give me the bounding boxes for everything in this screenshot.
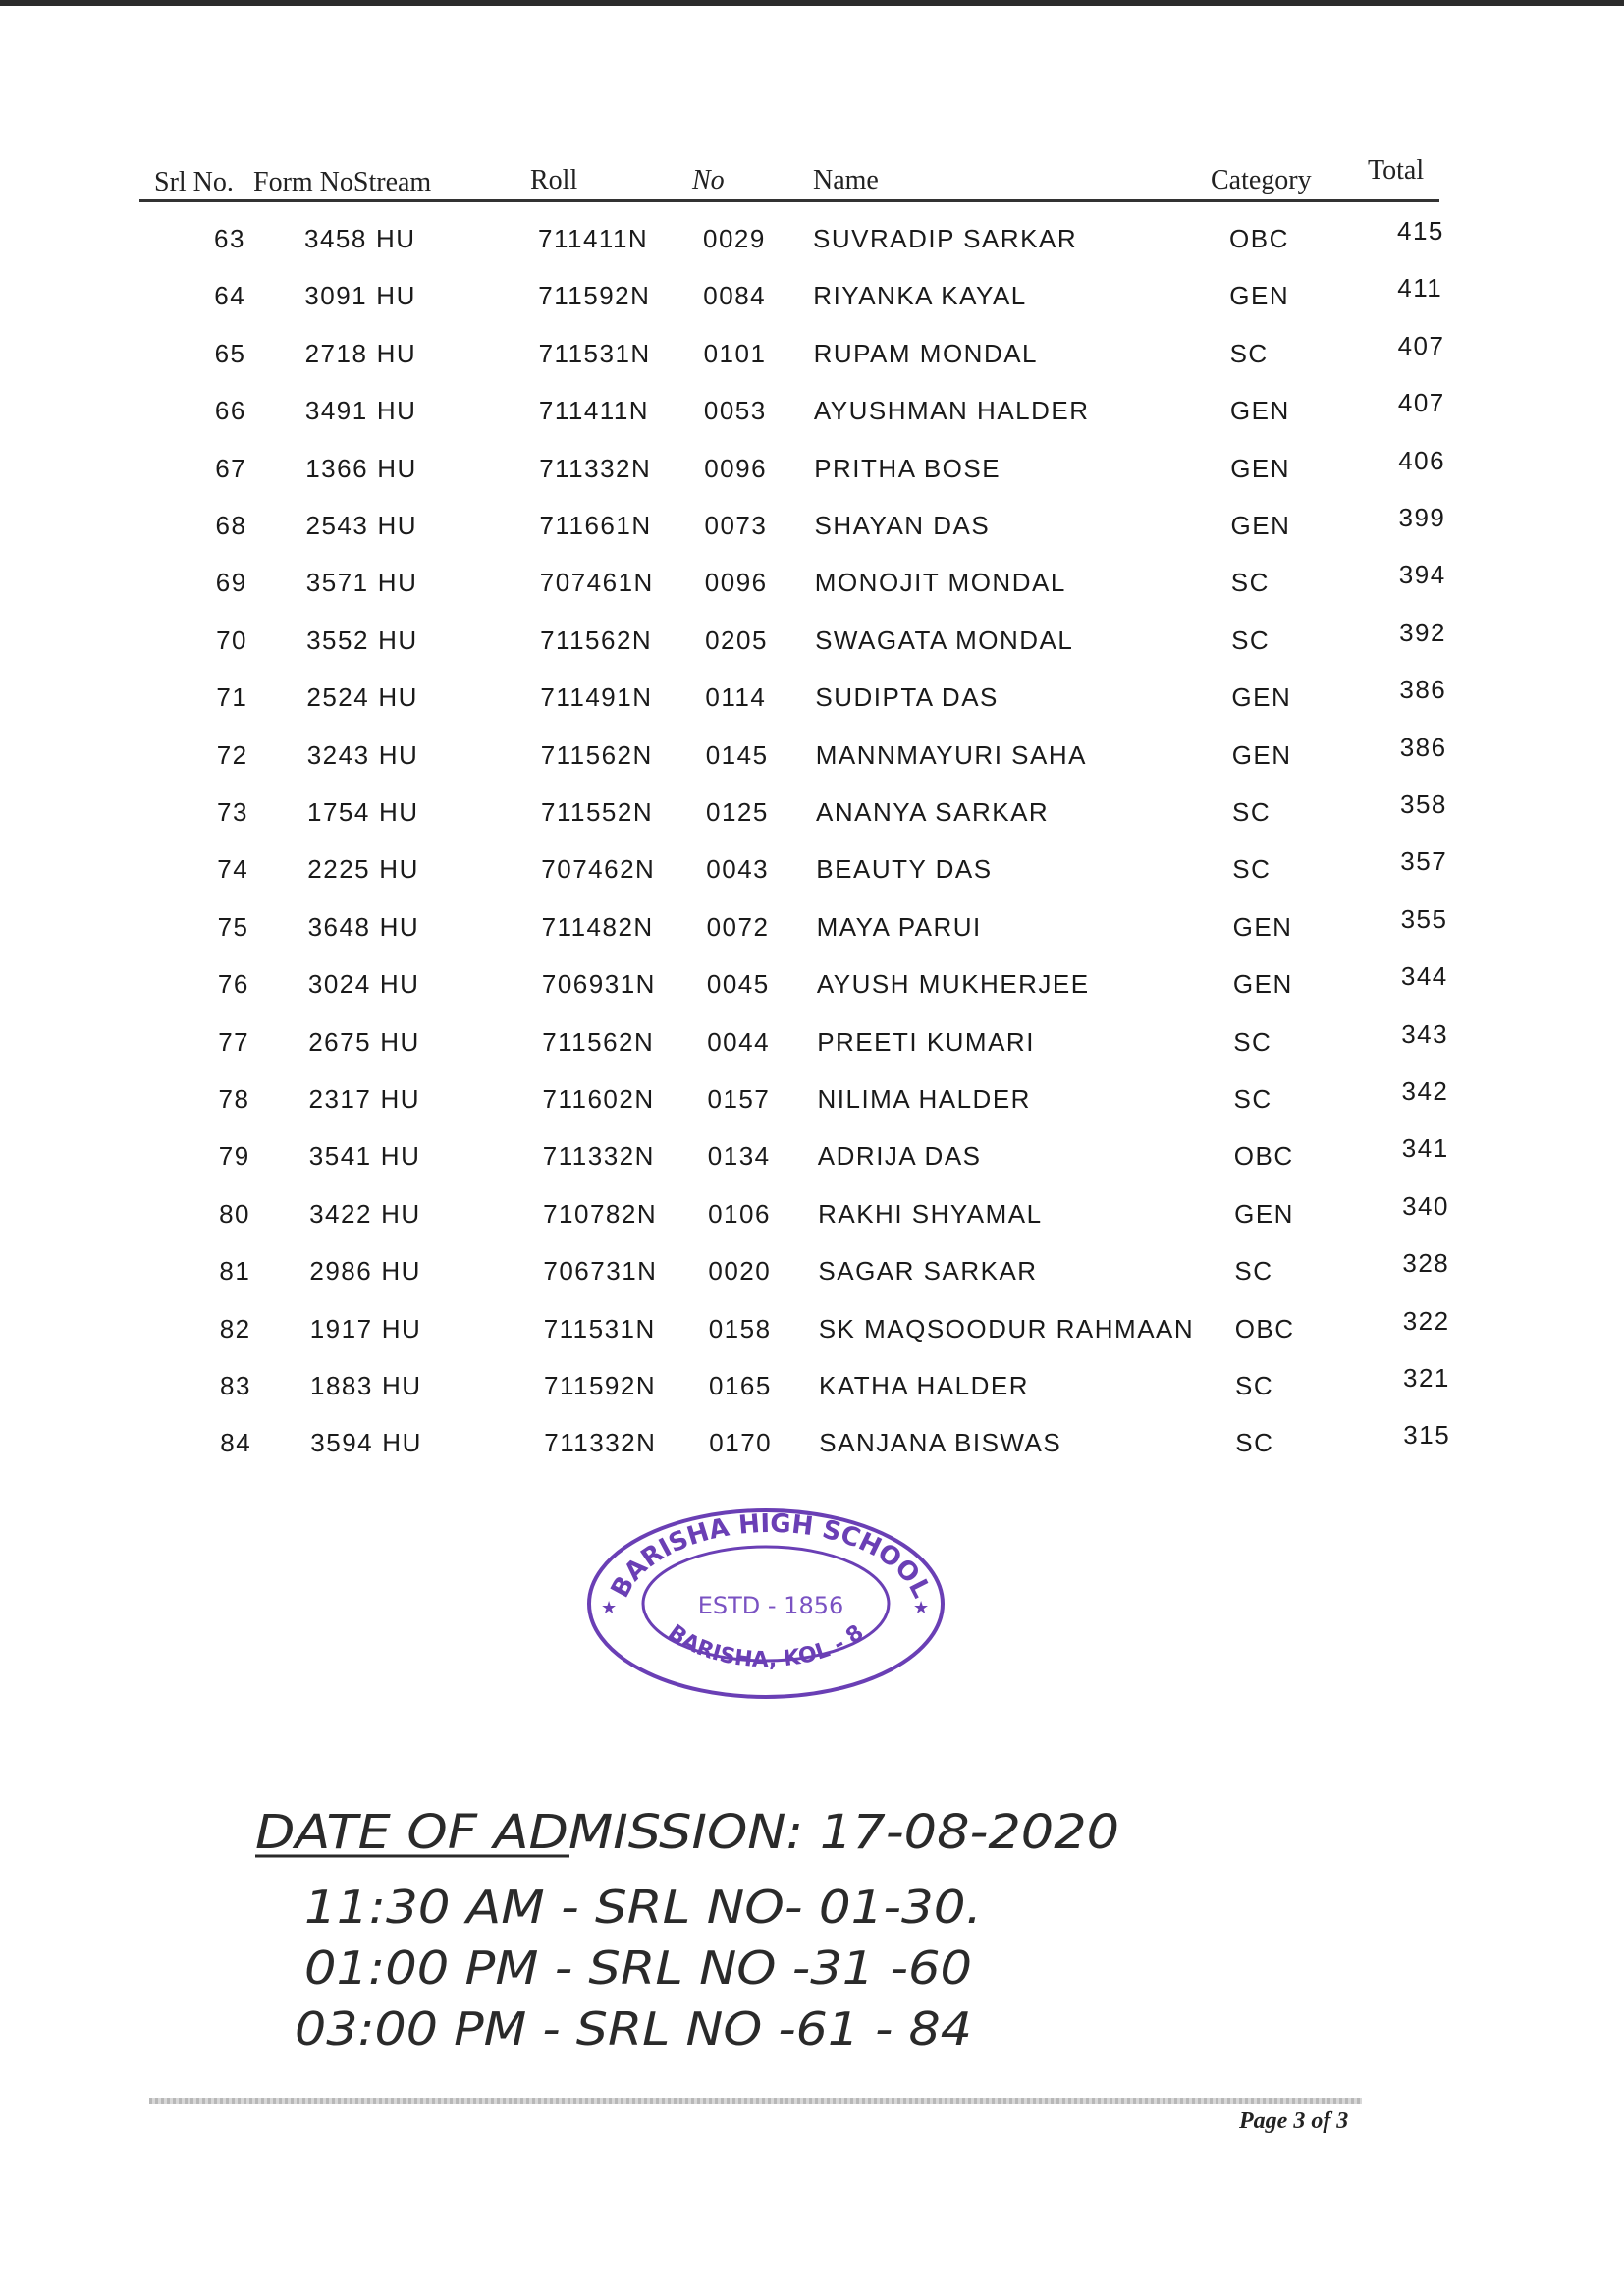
cell-no: 0045: [706, 969, 770, 1000]
cell-total: 386: [1399, 732, 1447, 762]
cell-no: 0053: [703, 396, 767, 426]
table-row: [0, 961, 1624, 1018]
cell-srl: 63: [214, 224, 245, 253]
cell-stream: HU: [378, 739, 419, 770]
cell-category: OBC: [1234, 1313, 1295, 1343]
cell-srl: 68: [215, 511, 247, 540]
cell-stream: HU: [376, 281, 416, 311]
cell-form-no: 1366: [305, 453, 369, 483]
cell-stream: HU: [377, 568, 418, 598]
cell-name: SAGAR SARKAR: [818, 1256, 1038, 1286]
header-form-no-stream: Form NoStream: [253, 167, 432, 197]
cell-no: 0134: [707, 1141, 771, 1172]
cell-category: SC: [1231, 625, 1271, 655]
page-number: Page 3 of 3: [1239, 2108, 1349, 2134]
cell-category: GEN: [1232, 969, 1293, 1000]
header-roll: Roll: [530, 165, 578, 195]
cell-roll: 711592N: [538, 281, 651, 311]
cell-category: SC: [1233, 1084, 1272, 1114]
cell-category: SC: [1232, 854, 1272, 885]
cell-form-no: 1754: [307, 797, 370, 827]
cell-form-no: 2675: [308, 1026, 372, 1057]
cell-roll: 711562N: [542, 1026, 655, 1057]
cell-srl: 67: [215, 453, 247, 483]
cell-total: 343: [1401, 1018, 1449, 1049]
cell-total: 358: [1400, 790, 1447, 819]
table-row: [0, 1191, 1624, 1248]
cell-name: SWAGATA MONDAL: [815, 625, 1074, 655]
cell-category: SC: [1229, 338, 1269, 368]
cell-total: 357: [1400, 847, 1448, 877]
cell-no: 0157: [707, 1084, 771, 1114]
cell-form-no: 2225: [307, 854, 371, 885]
cell-form-no: 3648: [307, 911, 371, 942]
cell-form-no: 2718: [304, 338, 368, 368]
cell-stream: HU: [377, 511, 418, 540]
cell-form-no: 3458: [304, 224, 367, 253]
cell-category: SC: [1230, 568, 1270, 598]
cell-roll: 707461N: [539, 568, 654, 598]
cell-no: 0096: [704, 453, 768, 483]
stamp-top-text: BARISHA HIGH SCHOOL: [605, 1508, 937, 1604]
cell-name: RIYANKA KAYAL: [813, 281, 1027, 311]
cell-total: 399: [1398, 503, 1446, 532]
header-srl-no: Srl No.: [154, 167, 234, 197]
table-row: [0, 1306, 1624, 1363]
header-rule: [139, 199, 1439, 202]
cell-roll: 706931N: [541, 969, 656, 1000]
cell-roll: 711482N: [541, 911, 654, 942]
cell-form-no: 2543: [305, 511, 369, 540]
table-row: [0, 331, 1624, 388]
cell-roll: 711602N: [542, 1084, 655, 1114]
cell-roll: 711562N: [540, 625, 653, 655]
table-row: [0, 1133, 1624, 1190]
cell-name: NILIMA HALDER: [817, 1084, 1031, 1114]
cell-total: 341: [1401, 1133, 1449, 1164]
table-row: [0, 1363, 1624, 1420]
cell-stream: HU: [376, 224, 416, 253]
cell-form-no: 3571: [305, 568, 369, 598]
cell-stream: HU: [378, 625, 418, 655]
table-row: [0, 733, 1624, 790]
cell-srl: 65: [214, 338, 246, 368]
cell-stream: HU: [380, 1084, 421, 1114]
cell-total: 342: [1401, 1076, 1449, 1106]
cell-name: ADRIJA DAS: [817, 1141, 982, 1172]
cell-name: PRITHA BOSE: [814, 453, 1001, 483]
cell-total: 415: [1397, 216, 1444, 246]
cell-srl: 83: [220, 1371, 251, 1400]
cell-form-no: 3422: [309, 1198, 372, 1229]
cell-category: SC: [1235, 1428, 1274, 1458]
cell-no: 0106: [708, 1198, 771, 1229]
cell-total: 340: [1402, 1190, 1449, 1221]
cell-category: GEN: [1234, 1198, 1294, 1229]
cell-no: 0044: [707, 1026, 771, 1057]
cell-no: 0029: [703, 224, 766, 253]
cell-category: GEN: [1230, 511, 1291, 540]
cell-roll: 711411N: [538, 224, 649, 253]
cell-name: KATHA HALDER: [819, 1371, 1030, 1400]
table-row: [0, 503, 1624, 560]
cell-no: 0158: [708, 1313, 772, 1343]
cell-stream: HU: [381, 1313, 422, 1343]
cell-roll: 707462N: [541, 854, 656, 885]
cell-no: 0020: [708, 1256, 772, 1286]
cell-name: SHAYAN DAS: [814, 511, 991, 540]
cell-srl: 71: [216, 683, 248, 713]
table-row: [0, 618, 1624, 675]
cell-name: RUPAM MONDAL: [813, 338, 1039, 368]
cell-srl: 75: [217, 911, 249, 942]
table-row: [0, 790, 1624, 847]
cell-name: BEAUTY DAS: [816, 854, 993, 885]
cell-total: 344: [1400, 961, 1448, 992]
cell-name: SK MAQSOODUR RAHMAAN: [818, 1313, 1195, 1343]
cell-no: 0084: [703, 281, 767, 311]
cell-srl: 79: [218, 1141, 250, 1172]
cell-no: 0096: [704, 568, 768, 598]
cell-total: 407: [1397, 330, 1445, 360]
cell-total: 322: [1402, 1305, 1450, 1336]
cell-stream: HU: [382, 1428, 422, 1458]
cell-srl: 74: [217, 854, 249, 885]
cell-srl: 81: [219, 1256, 251, 1286]
cell-roll: 711332N: [542, 1141, 655, 1172]
cell-name: AYUSHMAN HALDER: [813, 396, 1090, 426]
cell-form-no: 3491: [304, 396, 368, 426]
table-row: [0, 388, 1624, 445]
cell-name: SUDIPTA DAS: [815, 683, 999, 713]
cell-no: 0205: [705, 625, 768, 655]
cell-form-no: 3024: [307, 969, 371, 1000]
cell-stream: HU: [379, 854, 419, 885]
table-row: [0, 216, 1624, 273]
cell-srl: 69: [215, 568, 247, 598]
cell-total: 328: [1402, 1248, 1450, 1279]
cell-no: 0145: [705, 739, 769, 770]
cell-total: 411: [1397, 273, 1443, 303]
cell-srl: 72: [216, 739, 248, 770]
table-row: [0, 675, 1624, 732]
cell-name: MANNMAYURI SAHA: [815, 739, 1087, 770]
cell-category: GEN: [1232, 911, 1293, 942]
handwritten-slot-1: 11:30 AM - SRL NO- 01-30.: [304, 1881, 982, 1934]
cell-stream: HU: [380, 1026, 420, 1057]
footer-rule: [149, 2098, 1362, 2104]
cell-category: SC: [1232, 797, 1272, 827]
handwritten-slot-2: 01:00 PM - SRL NO -31 -60: [304, 1941, 973, 1995]
cell-srl: 78: [218, 1084, 250, 1114]
cell-name: MAYA PARUI: [816, 911, 982, 942]
cell-roll: 711531N: [538, 338, 651, 368]
cell-name: MONOJIT MONDAL: [814, 568, 1066, 598]
cell-srl: 82: [219, 1313, 251, 1343]
cell-stream: HU: [380, 1141, 421, 1172]
table-row: [0, 1076, 1624, 1133]
cell-category: OBC: [1229, 224, 1289, 253]
cell-stream: HU: [381, 1256, 421, 1286]
cell-roll: 711592N: [544, 1371, 657, 1400]
cell-form-no: 1917: [309, 1313, 373, 1343]
cell-total: 315: [1403, 1420, 1451, 1450]
cell-roll: 711661N: [539, 511, 652, 540]
handwritten-slot-3: 03:00 PM - SRL NO -61 - 84: [295, 2002, 972, 2055]
cell-roll: 711552N: [541, 797, 654, 827]
table-row: [0, 847, 1624, 903]
cell-no: 0043: [706, 854, 770, 885]
cell-srl: 73: [217, 797, 248, 827]
cell-form-no: 3541: [308, 1141, 372, 1172]
cell-category: GEN: [1229, 281, 1290, 311]
handwritten-date-line: DATE OF ADMISSION: 17-08-2020: [255, 1805, 1119, 1860]
cell-category: GEN: [1230, 453, 1291, 483]
cell-no: 0170: [709, 1428, 773, 1458]
cell-no: 0114: [705, 683, 767, 713]
cell-total: 407: [1397, 388, 1445, 418]
cell-no: 0125: [706, 797, 769, 827]
cell-form-no: 1883: [310, 1371, 373, 1400]
stamp-center-text: ESTD - 1856: [697, 1592, 844, 1619]
cell-total: 406: [1398, 445, 1446, 475]
header-name: Name: [813, 165, 879, 195]
cell-form-no: 3091: [304, 281, 368, 311]
cell-roll: 711332N: [539, 453, 652, 483]
cell-form-no: 2986: [309, 1256, 373, 1286]
cell-srl: 80: [219, 1198, 251, 1229]
cell-total: 321: [1403, 1363, 1450, 1393]
cell-category: OBC: [1233, 1141, 1294, 1172]
cell-name: ANANYA SARKAR: [816, 797, 1050, 827]
cell-total: 392: [1399, 617, 1446, 647]
cell-no: 0165: [709, 1371, 772, 1400]
cell-srl: 66: [214, 396, 246, 426]
table-row: [0, 904, 1624, 961]
cell-srl: 77: [218, 1026, 250, 1057]
cell-roll: 711411N: [538, 396, 650, 426]
cell-name: SUVRADIP SARKAR: [813, 224, 1078, 253]
cell-category: SC: [1233, 1026, 1272, 1057]
cell-roll: 711562N: [540, 739, 653, 770]
header-category: Category: [1211, 165, 1312, 195]
cell-form-no: 3243: [306, 739, 370, 770]
cell-srl: 70: [216, 625, 248, 655]
cell-stream: HU: [379, 911, 420, 942]
table-row: [0, 273, 1624, 330]
stamp-star-left-icon: ★: [601, 1598, 618, 1617]
cell-srl: 76: [217, 969, 249, 1000]
cell-total: 386: [1399, 675, 1447, 705]
cell-category: SC: [1235, 1371, 1274, 1400]
cell-name: RAKHI SHYAMAL: [818, 1198, 1043, 1229]
cell-category: GEN: [1229, 396, 1290, 426]
cell-no: 0073: [704, 511, 768, 540]
cell-roll: 711491N: [540, 683, 653, 713]
cell-form-no: 2317: [308, 1084, 372, 1114]
table-row: [0, 1248, 1624, 1305]
cell-form-no: 3552: [306, 625, 369, 655]
cell-stream: HU: [382, 1371, 422, 1400]
cell-srl: 84: [220, 1428, 252, 1458]
cell-stream: HU: [377, 453, 417, 483]
cell-no: 0072: [706, 911, 770, 942]
cell-no: 0101: [703, 338, 767, 368]
cell-roll: 711531N: [543, 1313, 656, 1343]
table-row: [0, 1420, 1624, 1477]
cell-stream: HU: [379, 969, 420, 1000]
cell-stream: HU: [379, 797, 419, 827]
cell-roll: 711332N: [544, 1428, 657, 1458]
cell-stream: HU: [376, 396, 417, 426]
cell-total: 355: [1400, 903, 1448, 934]
table-row: [0, 446, 1624, 503]
top-border: [0, 0, 1624, 6]
table-row: [0, 1019, 1624, 1076]
cell-name: SANJANA BISWAS: [819, 1428, 1062, 1458]
cell-name: AYUSH MUKHERJEE: [816, 969, 1090, 1000]
cell-category: GEN: [1231, 739, 1292, 770]
header-no: No: [692, 165, 725, 195]
cell-form-no: 2524: [306, 683, 370, 713]
cell-roll: 710782N: [543, 1198, 658, 1229]
school-stamp: [579, 1498, 952, 1704]
table-row: [0, 560, 1624, 617]
cell-srl: 64: [214, 281, 246, 311]
handwritten-note: [245, 1787, 1227, 2062]
cell-roll: 706731N: [543, 1256, 658, 1286]
header-total: Total: [1368, 155, 1425, 186]
cell-total: 394: [1398, 560, 1446, 590]
cell-stream: HU: [378, 683, 418, 713]
cell-form-no: 3594: [310, 1428, 374, 1458]
cell-stream: HU: [376, 338, 417, 368]
stamp-bottom-text: BARISHA, KOL - 8: [663, 1620, 869, 1673]
cell-name: PREETI KUMARI: [817, 1026, 1035, 1057]
cell-stream: HU: [381, 1198, 421, 1229]
cell-category: SC: [1234, 1256, 1273, 1286]
table-header: [0, 147, 1624, 206]
cell-category: GEN: [1231, 683, 1292, 713]
stamp-star-right-icon: ★: [913, 1598, 930, 1617]
